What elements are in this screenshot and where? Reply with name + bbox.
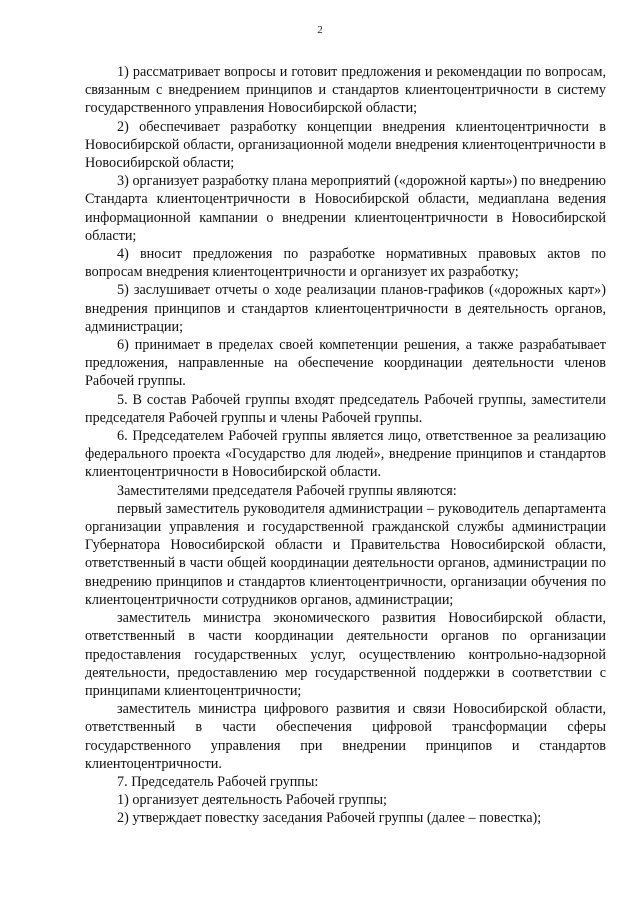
paragraph: 5. В состав Рабочей группы входят председатель Рабочей группы, заместители председателя Рабочей группы и члены Рабочей группы. — [85, 391, 606, 426]
paragraph: 1) рассматривает вопросы и готовит предложения и рекомендации по вопросам, связанным с внедрением принципов и стандартов клиентоцентричности в систему государственного управления Новосибирской области; — [85, 64, 606, 117]
paragraph: 5) заслушивает отчеты о ходе реализации планов-графиков («дорожных карт») внедрения принципов и стандартов клиентоцентричности в деятельность органов, администрации; — [85, 282, 606, 335]
paragraph: заместитель министра цифрового развития и связи Новосибирской области, ответственный в части обеспечения цифровой трансформации сферы государственного управления при внедрении принципов и стандартов клиентоцентричности. — [85, 701, 606, 772]
paragraph: 7. Председатель Рабочей группы: — [117, 773, 319, 790]
paragraph: заместитель министра экономического развития Новосибирской области, ответственный в части координации деятельности органов по организации предоставления государственных услуг, осуществлению контрольно-надзорной деятельности, предоставлению мер государственной поддержки в соответствии с принципами клиентоцентричности; — [85, 610, 606, 699]
paragraph: Заместителями председателя Рабочей группы являются: — [117, 482, 457, 499]
paragraph: 3) организует разработку плана мероприятий («дорожной карты») по внедрению Стандарта клиентоцентричности в Новосибирской области, медиаплана ведения информационной кампании о внедрении клиентоцентричности в Новосибирской области; — [85, 173, 606, 244]
paragraph: 2) утверждает повестку заседания Рабочей группы (далее – повестка); — [117, 810, 542, 827]
document-body — [85, 63, 606, 828]
paragraph: 1) организует деятельность Рабочей группы; — [117, 792, 387, 809]
page-number: 2 — [317, 24, 323, 36]
paragraph: 4) вносит предложения по разработке нормативных правовых актов по вопросам внедрения клиентоцентричности и организует их разработку; — [85, 246, 606, 281]
paragraph: 2) обеспечивает разработку концепции внедрения клиентоцентричности в Новосибирской области, организационной модели внедрения клиентоцентричности в Новосибирской области; — [85, 118, 606, 172]
paragraph: 6) принимает в пределах своей компетенции решения, а также разрабатывает предложения, направленные на обеспечение координации деятельности членов Рабочей группы. — [85, 337, 606, 390]
paragraph: первый заместитель руководителя администрации – руководитель департамента организации управления и государственной гражданской службы администрации Губернатора Новосибирской области и Правительства Новосибирской области, ответственный в части общей координации деятельности органов, администрации по внедрению принципов и стандартов клиентоцентричности, организации обучения по клиентоцентричности сотрудников органов, администрации; — [85, 500, 606, 608]
paragraph: 6. Председателем Рабочей группы является лицо, ответственное за реализацию федерального проекта «Государство для людей», внедрение принципов и стандартов клиентоцентричности в Новосибирской области. — [85, 428, 606, 481]
